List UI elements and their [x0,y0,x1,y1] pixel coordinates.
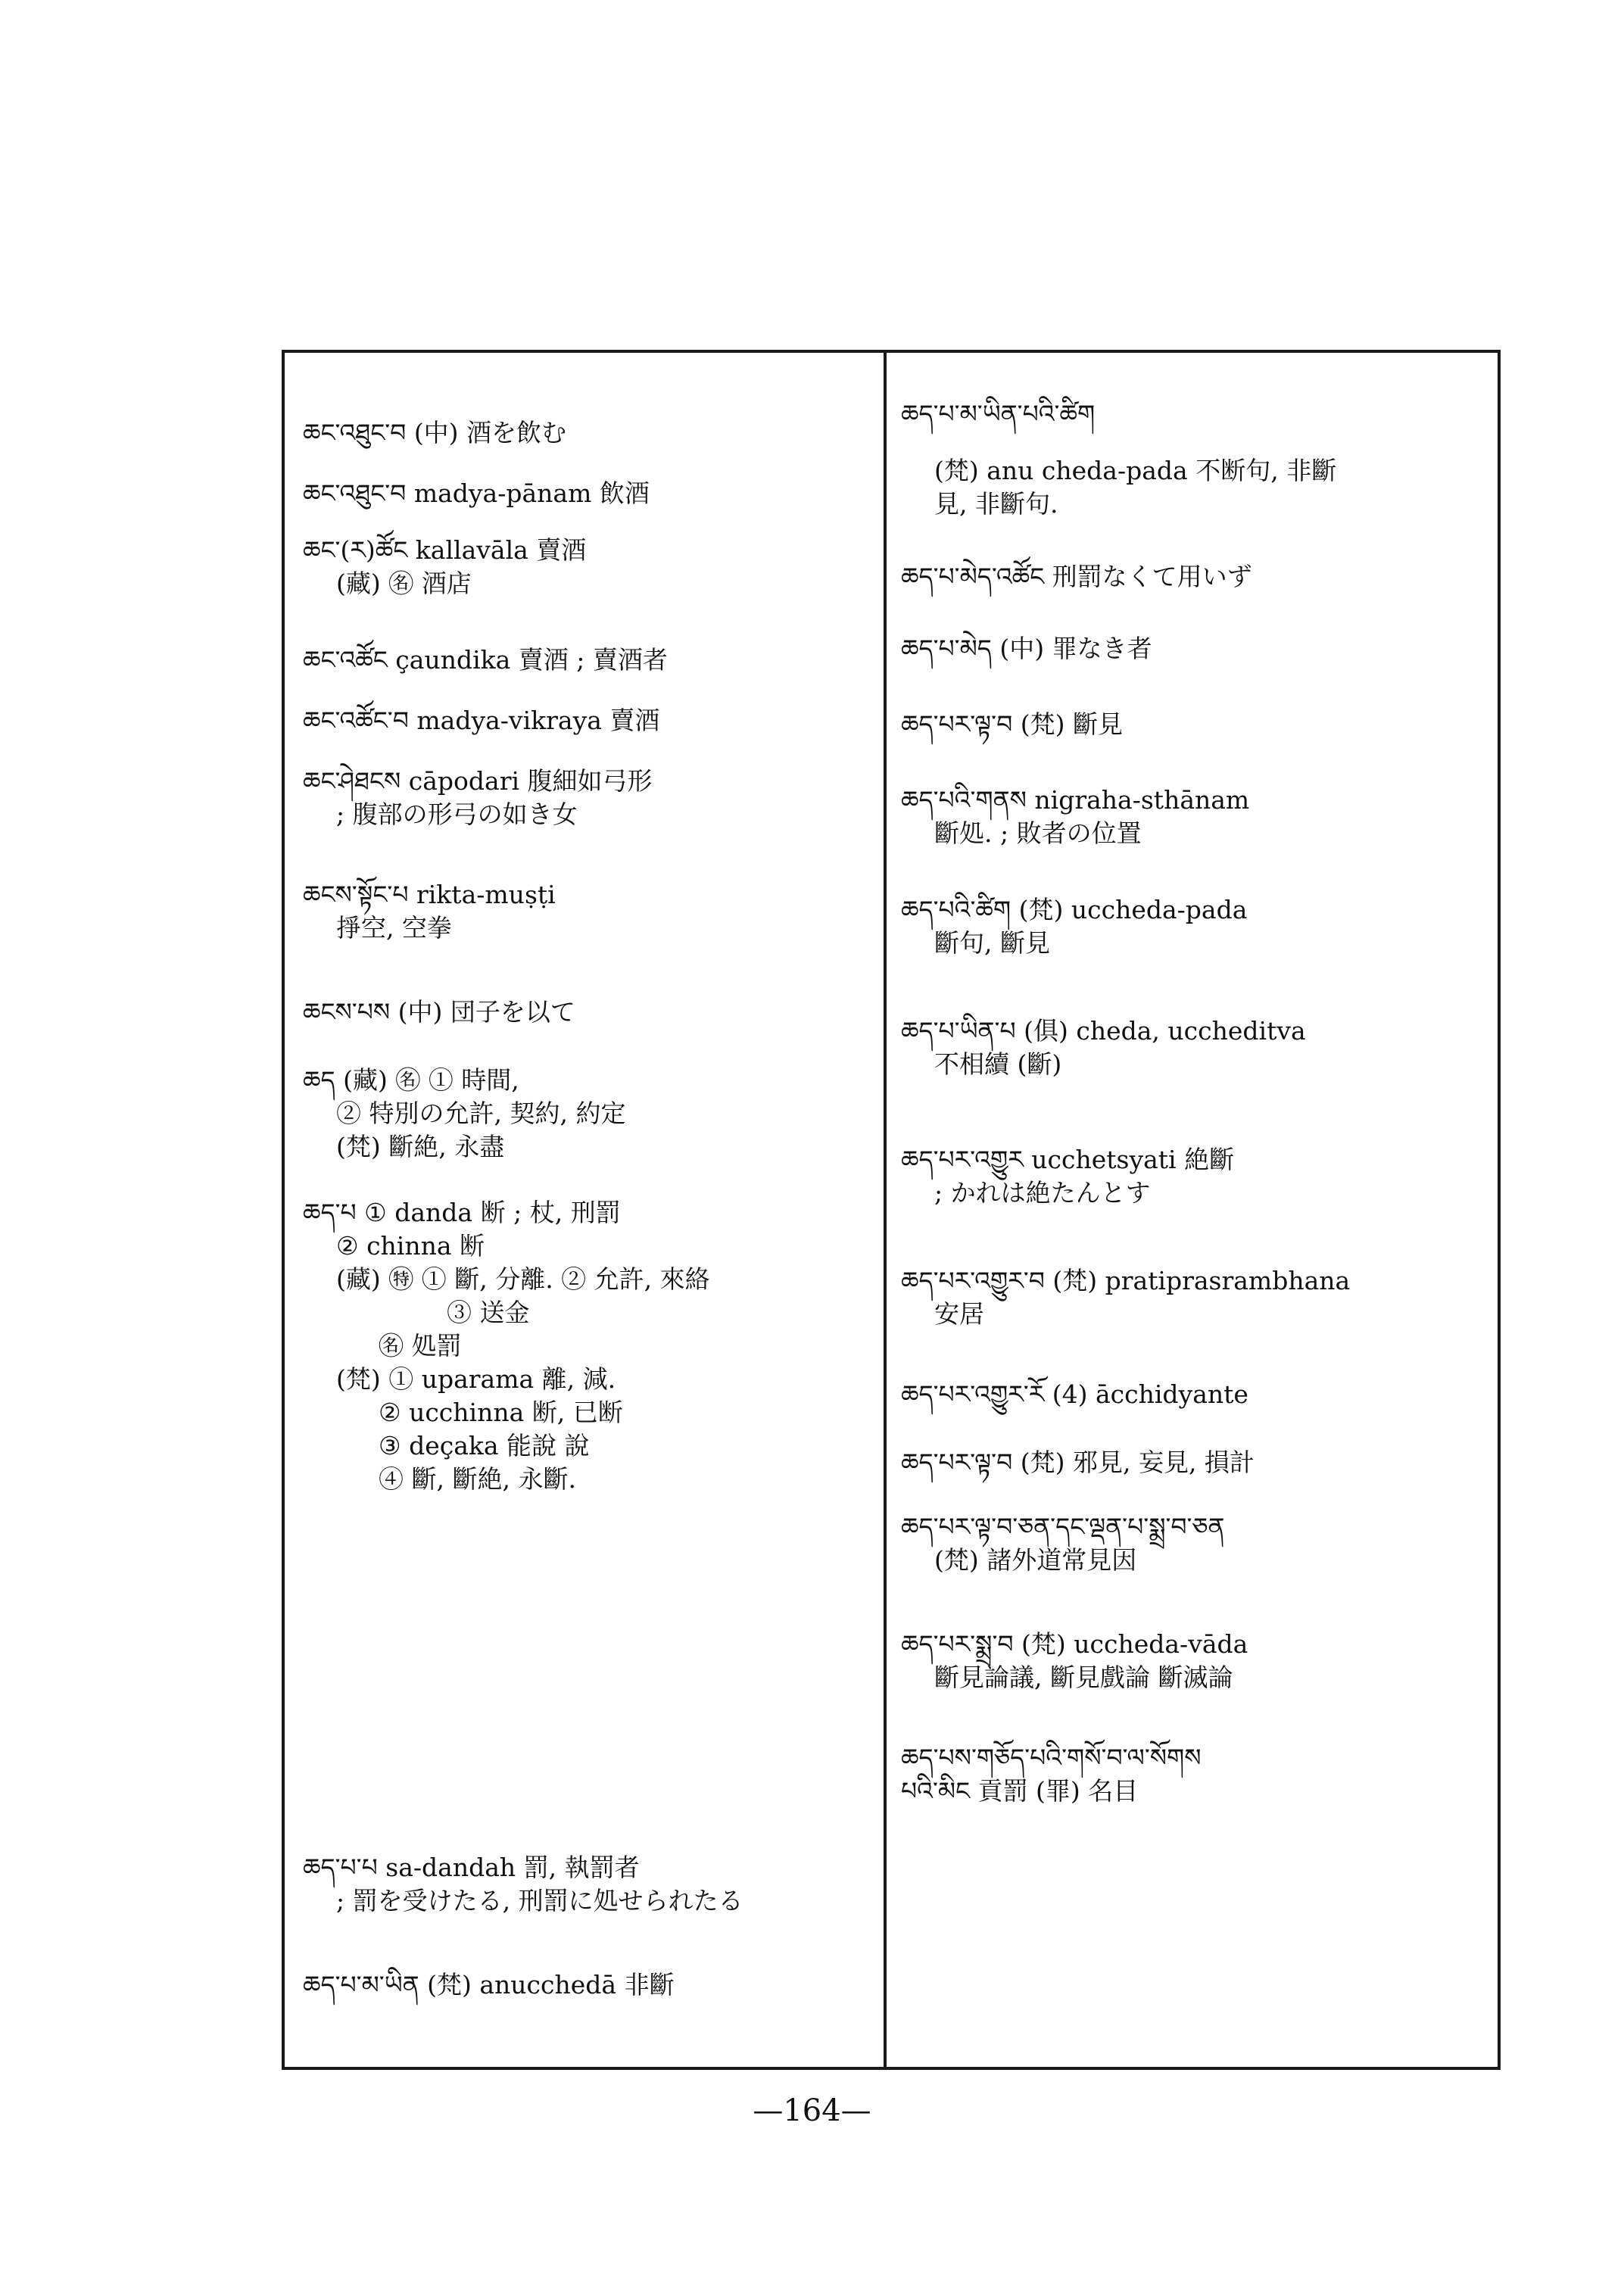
page-number: —164— [753,2093,871,2128]
entry-line: ཆང་འཚོང çaundika 賣酒 ; 賣酒者 [303,645,668,675]
dictionary-entry [303,704,878,737]
entry-line: 掙空, 空拳 [336,913,452,943]
dictionary-entry [303,1968,878,2002]
entry-line: ㊔ 処罰 [379,1331,462,1361]
dictionary-entry [303,477,878,510]
entry-line: ; かれは絶たんとす [934,1178,1151,1208]
entry-line: ② 特別の允許, 契約, 約定 [336,1099,626,1128]
entry-line: ཆད་པ་ཡིན་པ (俱) cheda, uccheditva [901,1016,1306,1046]
entry-line: ; 罰を受けたる, 刑罰に処せられたる [336,1886,743,1915]
entry-line: ཆང་འཐུང་བ madya-pānam 飲酒 [303,478,650,508]
dictionary-entry [901,560,1492,594]
entry-line: ཆད་པར་ལྟ་བ་ཅན་དང་ལྡན་པ་སྨྲ་བ་ཅན [901,1512,1225,1541]
entry-line: ཆད་པས་གཅོད་པའི་གསོ་བ་ལ་སོགས [901,1743,1202,1772]
dictionary-entry [303,1851,878,1918]
dictionary-entry [901,454,1492,521]
entry-line: ཆང་ཤེཐངས cāpodari 腹細如弓形 [303,766,653,796]
entry-line: ཆད་པ་མེད་འཚོང 刑罰なくて用いず [901,562,1252,591]
entry-line: ; 腹部の形弓の如き女 [336,799,578,829]
entry-line: ③ 送金 [447,1298,530,1327]
entry-line: ཆད་པ་པ sa-dandah 罰, 執罰者 [303,1853,640,1882]
entry-line: ཆད་པར་སྨྲ་བ (梵) uccheda-vāda [901,1629,1248,1659]
entry-line: (梵) ① uparama 離, 減. [336,1364,616,1394]
dictionary-entry [901,397,1492,431]
entry-line: ཆད་པར་འགྱུར་རོ (4) ācchidyante [901,1379,1248,1409]
dictionary-entry [303,534,878,600]
entry-line: ཆད་པ ① danda 断 ; 杖, 刑罰 [303,1198,621,1227]
entry-line: ཆད་པ་མ་ཡིན (梵) anucchedā 非斷 [303,1970,675,1999]
entry-line: ཆད་པར་འགྱུར ucchetsyati 絶斷 [901,1145,1235,1174]
dictionary-entry [901,893,1492,960]
entry-line: ཆངས་སྟོང་པ rikta-muṣṭi [303,880,556,909]
dictionary-entry [901,1015,1492,1081]
dictionary-entry [303,644,878,677]
entry-line: 安居 [934,1299,984,1329]
entry-line: ② chinna 断 [336,1231,485,1261]
entry-line: ཆད་པའི་ཚིག (梵) uccheda-pada [901,895,1248,924]
entry-line: 不相續 (斷) [934,1049,1062,1079]
entry-line: ཆང་(ར)ཚོང kallavāla 賣酒 [303,535,587,565]
entry-line: 斷処. ; 敗者の位置 [934,818,1142,848]
entry-line: ཆང་འཚོང་བ madya-vikraya 賣酒 [303,706,660,735]
entry-line: (梵) 諸外道常見因 [934,1545,1137,1575]
dictionary-entry [901,632,1492,665]
dictionary-entry [303,878,878,945]
entry-line: ② ucchinna 断, 已断 [379,1398,623,1427]
entry-line: ཆད (藏) ㊔ ① 時間, [303,1065,519,1095]
dictionary-entry [901,1510,1492,1577]
dictionary-entry [901,708,1492,741]
dictionary-entry [303,765,878,831]
entry-line: པའི་མིང 貢罰 (罪) 名目 [901,1776,1139,1806]
entry-line: 斷句, 斷見 [934,928,1050,958]
dictionary-entry [901,1378,1492,1411]
dictionary-entry [901,1143,1492,1210]
entry-line: ③ deçaka 能說 說 [379,1431,590,1460]
column-divider [884,350,887,2070]
dictionary-entry [901,1264,1492,1331]
dictionary-entry [303,996,878,1029]
entry-line: ཆད་པའི་གནས nigraha-sthānam [901,785,1250,815]
entry-line: 見, 非斷句. [934,489,1058,519]
dictionary-entry [303,1064,878,1164]
entry-line: (藏) ㊕ ① 斷, 分離. ② 允許, 來絡 [336,1264,710,1294]
dictionary-entry [303,1196,878,1496]
dictionary-entry [901,1741,1492,1808]
entry-line: ཆད་པ་མ་ཡིན་པའི་ཚིག [901,399,1096,429]
entry-line: ཆངས་པས (中) 団子を以て [303,997,575,1027]
dictionary-entry [901,1446,1492,1479]
entry-line: ④ 斷, 斷絶, 永斷. [379,1464,576,1494]
entry-line: ཆད་པར་འགྱུར་བ (梵) pratiprasrambhana [901,1266,1351,1295]
entry-line: 斷見論議, 斷見戲論 斷滅論 [934,1663,1233,1692]
entry-line: (藏) ㊔ 酒店 [336,569,472,598]
entry-line: ཆད་པ་མེད (中) 罪なき者 [901,634,1152,663]
dictionary-entry [303,416,878,450]
dictionary-entry [901,1628,1492,1694]
entry-line: (梵) anu cheda-pada 不断句, 非斷 [934,456,1337,485]
dictionary-entry [901,784,1492,850]
entry-line: (梵) 斷絶, 永盡 [336,1132,505,1161]
entry-line: ཆད་པར་ལྟ་བ (梵) 邪見, 妄見, 損計 [901,1448,1255,1477]
entry-line: ཆང་འཐུང་བ (中) 酒を飲む [303,418,567,447]
entry-line: ཆད་པར་ལྟ་བ (梵) 斷見 [901,709,1123,739]
